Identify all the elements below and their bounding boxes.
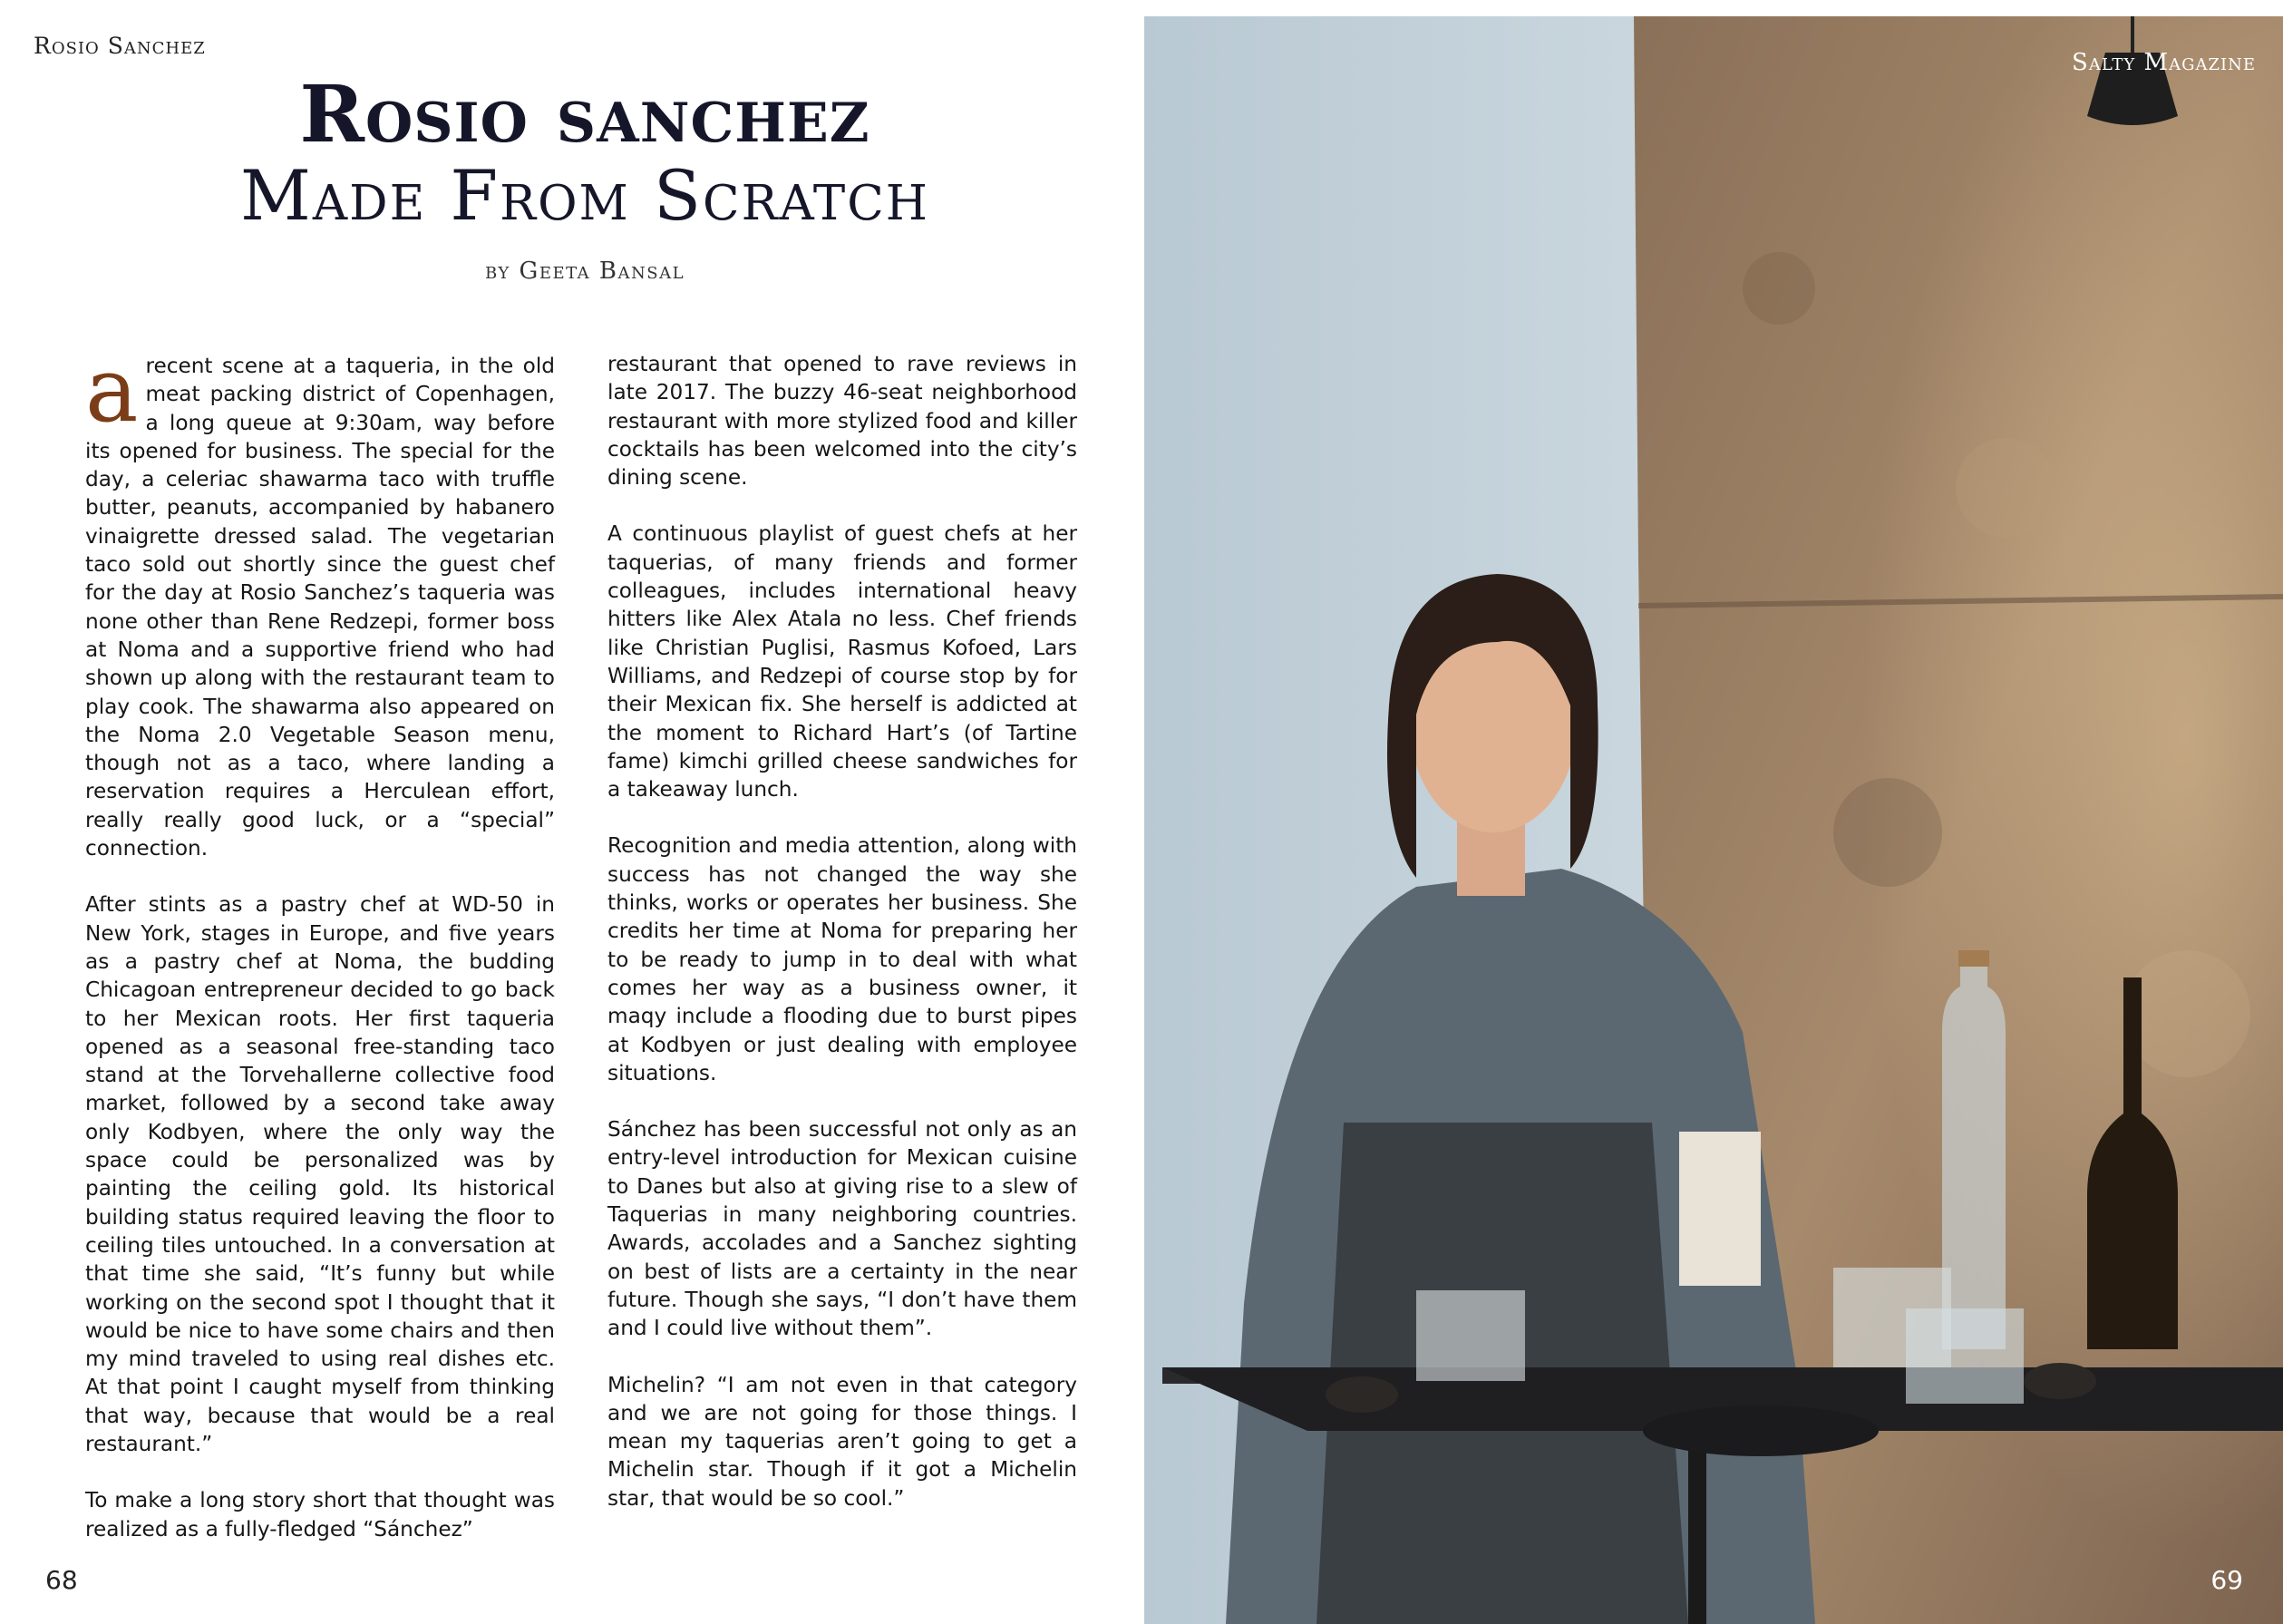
napkins xyxy=(1679,1132,1761,1286)
paragraph xyxy=(85,339,555,862)
text-column-2 xyxy=(607,350,1077,1541)
glass-2 xyxy=(1906,1308,2024,1404)
paragraph: Recognition and media attention, along with success has not changed the way she thinks, works or operates her business. She credits her time at Noma for preparing her to be ready to jump in to deal with what comes her way as a business owner, it maqy include a flooding due to burst pipes at Kodbyen or just dealing with employee situations. xyxy=(607,833,1077,1085)
article-subtitle: Made From Scratch xyxy=(240,155,929,236)
running-head: Rosio Sanchez xyxy=(34,33,206,59)
paragraph: Michelin? “I am not even in that category and we are not going for those things. I mean my taquerias aren’t going to get a Michelin star. Though if it got a Michelin star, that would be so cool.” xyxy=(607,1372,1077,1511)
drop-cap: a xyxy=(85,339,139,442)
paragraph: restaurant that opened to rave reviews in late 2017. The buzzy 46-seat neighborhood restaurant with more stylized food and killer cocktails has been welcomed into the city’s dining scene. xyxy=(607,352,1077,491)
article-byline: by Geeta Bansal xyxy=(484,258,685,285)
page-number-left: 68 xyxy=(45,1565,78,1595)
right-page xyxy=(1144,16,2283,1624)
magazine-name: Salty Magazine xyxy=(2072,49,2256,76)
plate xyxy=(1643,1405,1879,1456)
text-column-1 xyxy=(85,339,555,1571)
paragraph: Sánchez has been successful not only as an entry-level introduction for Mexican cuisine to Danes but also at giving rise to a slew of Taquerias in many neighboring countries. Awards, accolades and a Sanchez sighting on best of lists are a certainty in the near future. Though she says, “I don’t have them and I could live without them”. xyxy=(607,1117,1077,1341)
article-title: Rosio sanchez xyxy=(299,69,870,160)
paragraph: After stints as a pastry chef at WD-50 in New York, stages in Europe, and five years as a pastry chef at Noma, the budding Chicagoan entrepreneur decided to go back to her Mexican roots. Her first taqueria opened as a seasonal free-standing taco stand at the Torvehallerne collective food market, followed by a second take away only Kodbyen, where the only way the space could be personalized was by painting the ceiling gold. Its historical building status required leaving the floor to ceiling tiles untouched. In a conversation at that time she said, “It’s funny but while working on the second spot I thought that it would be nice to have some chairs and then my mind traveled to using real dishes etc. At that point I caught myself from thinking that way, because that would be a real restaurant.” xyxy=(85,892,555,1456)
chef-portrait-photo xyxy=(1144,16,2283,1624)
paragraph: A continuous playlist of guest chefs at her taquerias, of many friends and former colleagues, includes international heavy hitters like Alex Atala no less. Chef friends like Christian Puglisi, Rasmus Kofoed, Lars Williams, and Redzepi of course stop by for their Mexican fix. She herself is addicted at the moment to Richard Hart’s (of Tartine fame) kimchi grilled cheese sandwiches for a takeaway lunch. xyxy=(607,521,1077,802)
water-bottle xyxy=(1942,959,2006,1349)
page-number-right: 69 xyxy=(2210,1565,2243,1595)
glass-1 xyxy=(1416,1290,1525,1381)
paragraph-text: recent scene at a taqueria, in the old meat packing district of Copenhagen, a long queue at 9:30am, way before its opened for business. The special for the day, a celeriac shawarma taco with truffle butter, peanuts, accompanied by habanero vinaigrette dressed salad. The vegetarian taco sold out shortly since the guest chef for the day at Rosio Sanchez’s taqueria was none other than Rene Redzepi, former boss at Noma and a supportive friend who had shown up along with the restaurant team to play cook. The shawarma also appeared on the Noma 2.0 Vegetable Season menu, though not as a taco, where landing a reservation requires a Herculean effort, really really good luck, or a “special” connection. xyxy=(85,354,555,861)
small-cup-right xyxy=(2024,1363,2096,1399)
paragraph: To make a long story short that thought was realized as a fully-fledged “Sánchez” xyxy=(85,1488,555,1541)
small-cup-left xyxy=(1326,1376,1398,1413)
